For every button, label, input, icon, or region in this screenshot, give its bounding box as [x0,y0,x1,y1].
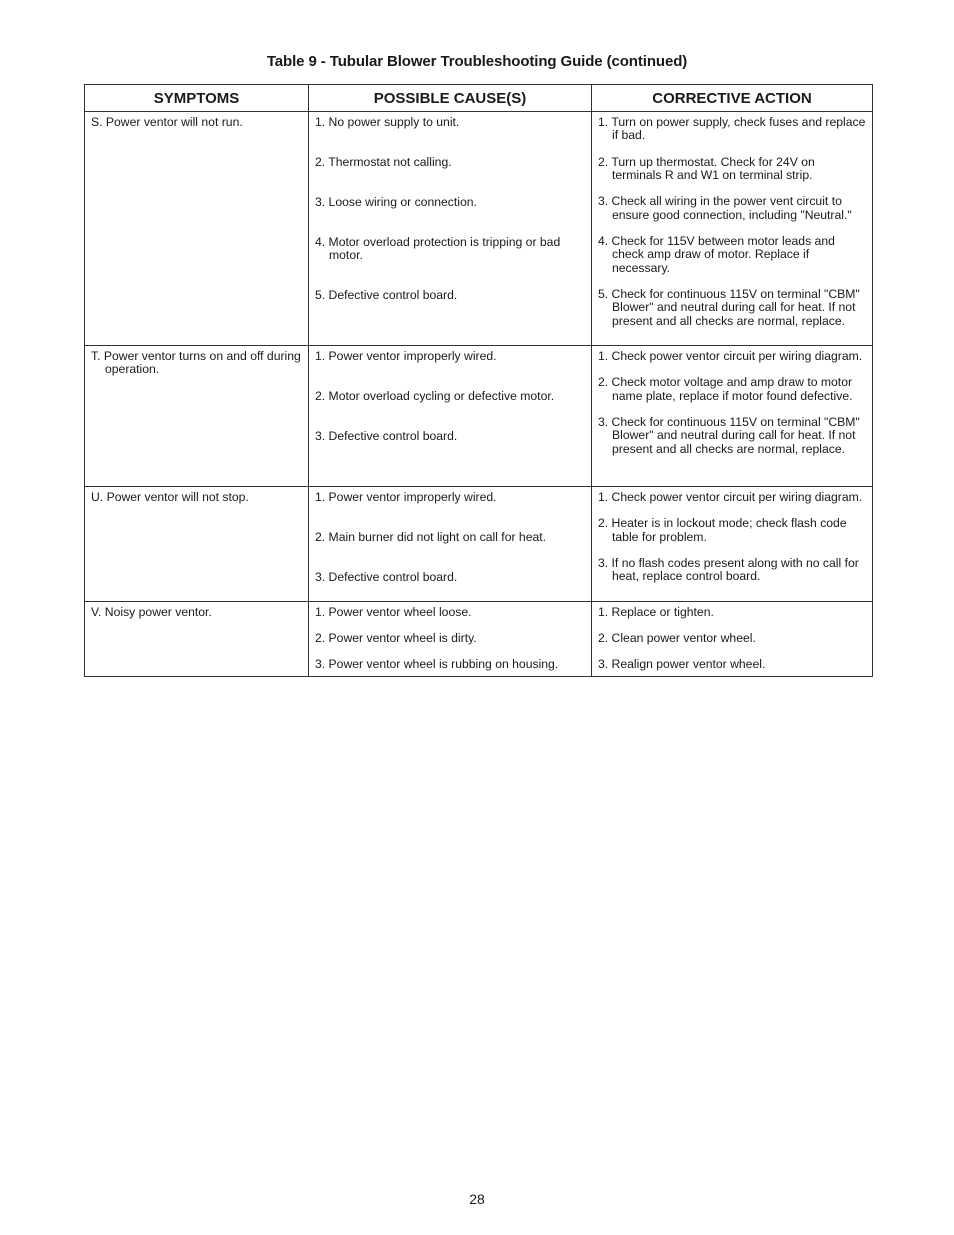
actions-cell [592,602,873,677]
action-item: 3. Check all wiring in the power vent circuit to ensure good connection, including "Neutral." [598,194,852,222]
cause-item: 3. Defective control board. [315,570,458,584]
actions-cell [592,487,873,602]
table-row [85,602,873,677]
table-title: Table 9 - Tubular Blower Troubleshooting Guide (continued) [266,53,688,70]
causes-cell [309,112,592,346]
column-header-causes: POSSIBLE CAUSE(S) [309,85,592,112]
table-header-row [85,85,873,112]
cause-item: 2. Main burner did not light on call for heat. [315,530,547,544]
action-item: 2. Heater is in lockout mode; check flash code table for problem. [598,516,847,544]
action-item: 2. Check motor voltage and amp draw to motor name plate, replace if motor found defective. [598,375,853,403]
action-item: 3. Check for continuous 115V on terminal "CBM" Blower" and neutral during call for heat. If not present and all checks are normal, replace. [598,414,860,456]
symptom-cell [85,112,309,346]
column-header-actions: CORRECTIVE ACTION [592,85,873,112]
symptom-text: S. Power ventor will not run. [91,115,243,129]
cause-item: 2. Power ventor wheel is dirty. [315,631,477,645]
action-item: 3. If no flash codes present along with no call for heat, replace control board. [598,555,859,584]
symptom-text: V. Noisy power ventor. [91,605,212,619]
table-row [85,346,873,487]
symptom-cell [85,487,309,602]
cause-item: 1. Power ventor wheel loose. [315,605,472,619]
action-item: 4. Check for 115V between motor leads and check amp draw of motor. Replace if necessary. [598,233,835,275]
troubleshooting-table [84,84,873,677]
symptom-text: U. Power ventor will not stop. [91,490,249,504]
table-row [85,112,873,346]
action-item: 5. Check for continuous 115V on terminal "CBM" Blower" and neutral during call for heat. If not present and all checks are normal, replace. [598,286,860,328]
action-item: 1. Turn on power supply, check fuses and replace if bad. [598,115,866,143]
cause-item: 1. No power supply to unit. [315,115,460,129]
action-item: 2. Turn up thermostat. Check for 24V on terminals R and W1 on terminal strip. [598,154,815,183]
actions-cell [592,346,873,487]
action-item: 1. Replace or tighten. [598,605,714,619]
cause-item: 1. Power ventor improperly wired. [315,349,497,363]
cause-item: 3. Power ventor wheel is rubbing on housing. [315,657,559,671]
page-number: 28 [469,1191,485,1207]
cause-item: 3. Defective control board. [315,428,458,443]
symptom-text: T. Power ventor turns on and off during operation. [91,349,301,377]
causes-cell [309,602,592,677]
cause-item: 5. Defective control board. [315,288,458,302]
cause-item: 4. Motor overload protection is tripping or bad motor. [315,234,561,262]
column-header-symptoms: SYMPTOMS [85,85,309,112]
action-item: 3. Realign power ventor wheel. [598,657,766,671]
actions-cell [592,112,873,346]
table-row [85,487,873,602]
action-item: 1. Check power ventor circuit per wiring diagram. [598,490,863,504]
cause-item: 3. Loose wiring or connection. [315,194,477,209]
symptom-cell [85,602,309,677]
causes-cell [309,346,592,487]
cause-item: 1. Power ventor improperly wired. [315,490,497,504]
cause-item: 2. Thermostat not calling. [315,154,452,169]
cause-item: 2. Motor overload cycling or defective motor. [315,388,555,403]
causes-cell [309,487,592,602]
action-item: 1. Check power ventor circuit per wiring diagram. [598,349,863,363]
symptom-cell [85,346,309,487]
action-item: 2. Clean power ventor wheel. [598,631,756,645]
